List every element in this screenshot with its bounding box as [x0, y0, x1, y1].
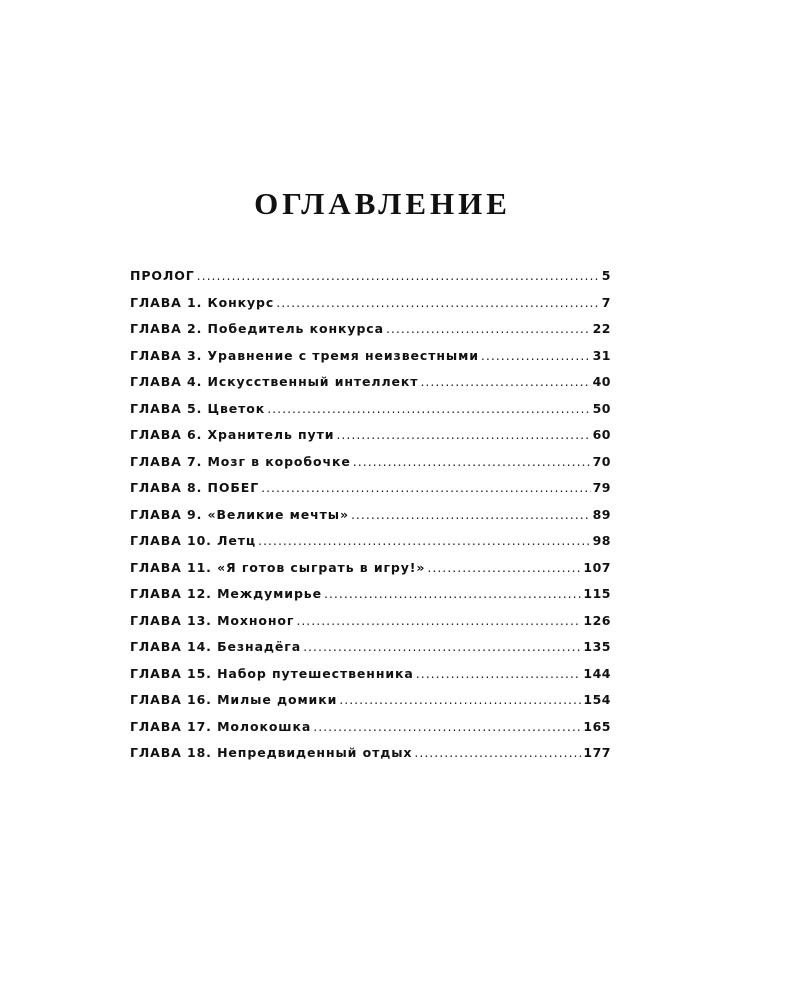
toc-entry-page: 154 [583, 692, 611, 707]
toc-dot-leader [414, 745, 581, 760]
toc-entry-page: 40 [592, 374, 611, 389]
toc-entry [130, 401, 611, 428]
toc-entry-label: ПРОЛОГ [130, 268, 195, 283]
toc-entry-label: ГЛАВА 6. Хранитель пути [130, 427, 335, 442]
toc-dot-leader [386, 321, 591, 336]
toc-entry [130, 639, 611, 666]
toc-entry [130, 613, 611, 640]
toc-entry-label: ГЛАВА 1. Конкурс [130, 294, 275, 310]
toc-entry [130, 692, 611, 719]
table-of-contents [130, 268, 611, 772]
toc-entry [130, 560, 611, 587]
toc-dot-leader [261, 480, 591, 495]
toc-entry-label: ГЛАВА 12. Междумирье [130, 586, 322, 601]
toc-entry-label: ГЛАВА 8. ПОБЕГ [130, 480, 260, 495]
toc-dot-leader [353, 454, 591, 469]
toc-dot-leader [303, 639, 581, 654]
toc-dot-leader [481, 348, 591, 363]
toc-entry-page: 107 [583, 559, 611, 575]
toc-entry [130, 507, 611, 534]
toc-dot-leader [427, 560, 581, 575]
toc-entry-page: 7 [601, 294, 611, 310]
toc-dot-leader [296, 613, 581, 628]
toc-dot-leader [351, 507, 591, 522]
toc-entry-label: ГЛАВА 4. Искусственный интеллект [130, 374, 419, 389]
toc-entry-label: ГЛАВА 5. Цветок [130, 400, 266, 416]
toc-entry [130, 533, 611, 560]
toc-entry-page: 5 [601, 268, 611, 283]
toc-entry-label: ГЛАВА 9. «Великие мечты» [130, 506, 349, 522]
toc-entry-label: ГЛАВА 3. Уравнение с тремя неизвестными [130, 347, 479, 363]
toc-dot-leader [416, 666, 582, 681]
toc-entry-label: ГЛАВА 16. Милые домики [130, 692, 338, 707]
toc-dot-leader [336, 427, 590, 442]
toc-entry-page: 22 [592, 321, 611, 336]
toc-entry [130, 586, 611, 613]
toc-entry-page: 115 [583, 586, 611, 601]
toc-entry-label: ГЛАВА 2. Победитель конкурса [130, 321, 384, 336]
toc-dot-leader [197, 268, 600, 283]
toc-dot-leader [313, 719, 581, 734]
toc-entry-label: ГЛАВА 14. Безнадёга [130, 639, 302, 654]
toc-entry-page: 177 [583, 745, 611, 760]
toc-entry-page: 98 [592, 533, 611, 548]
toc-entry [130, 374, 611, 401]
toc-entry-label: ГЛАВА 11. «Я готов сыграть в игру!» [130, 559, 426, 575]
toc-entry [130, 295, 611, 322]
toc-entry-page: 79 [592, 480, 611, 495]
toc-entry-page: 60 [592, 427, 611, 442]
toc-entry-page: 126 [583, 612, 611, 628]
toc-entry [130, 454, 611, 481]
toc-dot-leader [324, 586, 581, 601]
toc-entry [130, 321, 611, 348]
toc-entry-label: ГЛАВА 7. Мозг в коробочке [130, 453, 351, 469]
toc-entry-label: ГЛАВА 15. Набор путешественника [130, 665, 414, 681]
toc-entry [130, 427, 611, 454]
toc-dot-leader [267, 401, 590, 416]
toc-entry [130, 268, 611, 295]
toc-entry [130, 480, 611, 507]
toc-entry-page: 135 [583, 639, 611, 654]
toc-entry-label: ГЛАВА 10. Летц [130, 533, 257, 548]
toc-entry [130, 745, 611, 772]
toc-dot-leader [276, 295, 600, 310]
toc-dot-leader [258, 533, 591, 548]
toc-entry-page: 50 [592, 400, 611, 416]
toc-entry-page: 144 [583, 665, 611, 681]
toc-entry-page: 70 [592, 453, 611, 469]
page-title: ОГЛАВЛЕНИЕ [254, 186, 511, 221]
toc-entry-label: ГЛАВА 13. Мохноног [130, 612, 295, 628]
toc-entry [130, 719, 611, 746]
toc-entry [130, 666, 611, 693]
toc-entry-label: ГЛАВА 18. Непредвиденный отдых [130, 745, 413, 760]
toc-entry-label: ГЛАВА 17. Молокошка [130, 718, 312, 734]
toc-entry-page: 165 [583, 718, 611, 734]
toc-entry-page: 31 [592, 347, 611, 363]
toc-entry [130, 348, 611, 375]
toc-dot-leader [420, 374, 590, 389]
toc-dot-leader [339, 692, 581, 707]
toc-entry-page: 89 [592, 506, 611, 522]
